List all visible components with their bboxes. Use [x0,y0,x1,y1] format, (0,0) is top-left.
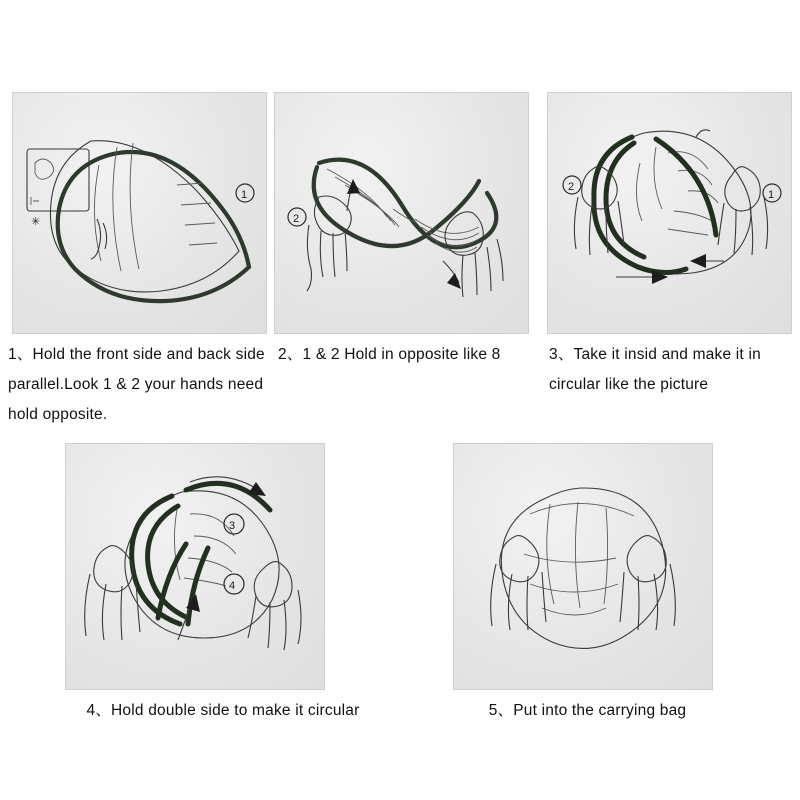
step-1-artwork [13,93,266,333]
svg-text:4: 4 [229,580,236,592]
marker-1 [236,184,254,202]
marker-2 [563,176,581,194]
step-4-artwork [66,444,324,689]
step-4-caption: 4、Hold double side to make it circular [86,702,360,719]
step-1-illustration [12,92,267,334]
step-3-artwork [548,93,791,333]
step-2-caption: 2、1 & 2 Hold in opposite like 8 [278,346,501,363]
step-5-artwork [454,444,712,689]
svg-text:2: 2 [293,213,300,225]
arrow-up [347,179,360,211]
marker-1 [763,184,781,202]
step-5-illustration [453,443,713,690]
svg-text:✳: ✳ [31,216,41,228]
marker-4 [224,574,244,594]
step-3-caption: 3、Take it insid and make it in circular like the picture [549,346,761,393]
svg-text:1: 1 [768,189,775,201]
arrow-down-right [443,261,461,289]
svg-text:1: 1 [241,189,248,201]
step-1-caption: 1、Hold the front side and back side parallel.Look 1 & 2 your hands need hold opposite. [8,346,265,423]
marker-3 [224,514,244,534]
svg-text:2: 2 [568,181,575,193]
step-4-illustration [65,443,325,690]
step-2-artwork [275,93,528,333]
arrow-left-inner [690,254,724,268]
marker-2 [288,208,306,226]
step-2-illustration [274,92,529,334]
svg-text:3: 3 [229,520,236,532]
step-3-illustration [547,92,792,334]
step-5-caption: 5、Put into the carrying bag [488,702,687,719]
